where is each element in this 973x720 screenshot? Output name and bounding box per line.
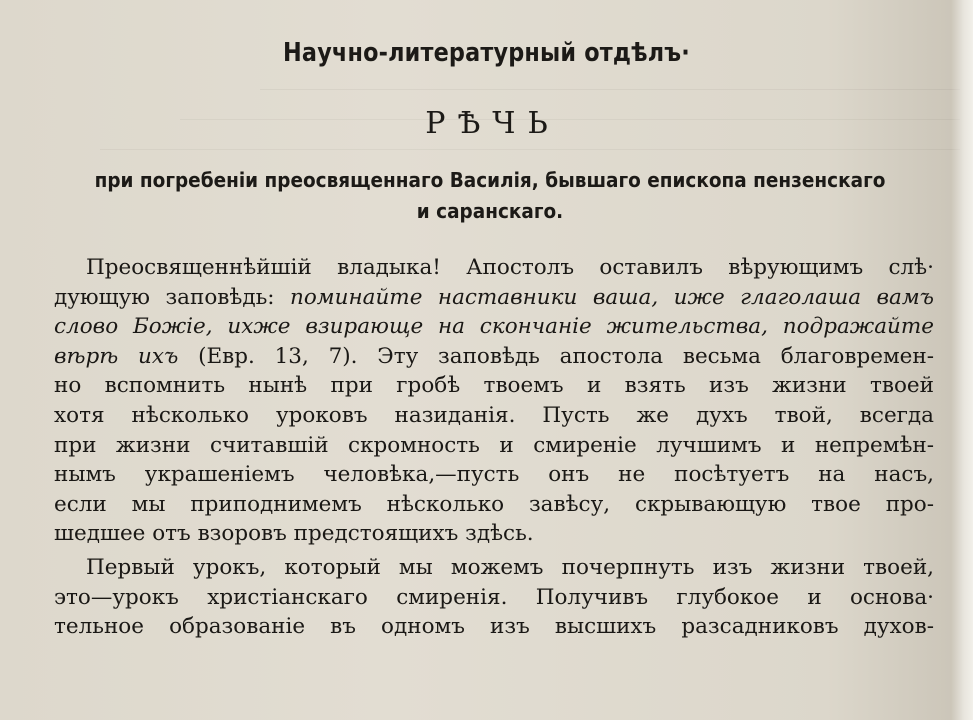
text-line: нымъ украшеніемъ человѣка,—пусть онъ не посѣтуетъ на насъ, (54, 462, 934, 488)
section-title: Научно-литературный отдѣлъ· (283, 38, 690, 68)
subtitle-line: при погребеніи преосвященнаго Василія, бывшаго епископа пензенскаго (94, 168, 886, 192)
text-line: тельное образованіе въ одномъ изъ высшихъ разсадниковъ духов- (54, 614, 934, 640)
text-line (54, 283, 934, 313)
text-line: это—урокъ христіанскаго смиренія. Получивъ глубокое и основа· (54, 584, 934, 610)
text-line: хотя нѣсколько уроковъ назиданія. Пусть же духъ твой, всегда (54, 402, 934, 428)
quotation-italic: поминайте наставники ваша, иже глаголаша вамъ (290, 284, 934, 310)
text-line: но вспомнить нынѣ при гробѣ твоемъ и взять изъ жизни твоей (54, 373, 934, 399)
text-line: Первый урокъ, который мы можемъ почерпнуть изъ жизни твоей, (86, 554, 934, 580)
speech-title: РѢЧЬ (425, 106, 560, 141)
speech-subtitle (94, 165, 886, 227)
text-line: при жизни считавшій скромность и смиреніе лучшимъ и непремѣн- (54, 432, 934, 458)
quotation-italic: вѣрѣ ихъ (54, 343, 179, 369)
subtitle-line: и саранскаго. (416, 199, 564, 223)
body-text (54, 253, 934, 642)
text-line: шедшее отъ взоровъ предстоящихъ здѣсь. (54, 521, 534, 547)
quotation-italic: слово Божіе, ихже взирающе на скончаніе жительства, подражайте (54, 314, 934, 340)
text-line: Преосвященнѣйшій владыка! Апостолъ оставилъ вѣрующимъ слѣ· (86, 255, 934, 280)
text-line: если мы приподнимемъ нѣсколько завѣсу, скрывающую твое про- (54, 491, 934, 517)
text-run: дующую заповѣдь: (54, 284, 291, 310)
text-run: (Евр. 13, 7). Эту заповѣдь апостола весьма благовремен- (178, 343, 934, 369)
text-line (54, 342, 934, 372)
